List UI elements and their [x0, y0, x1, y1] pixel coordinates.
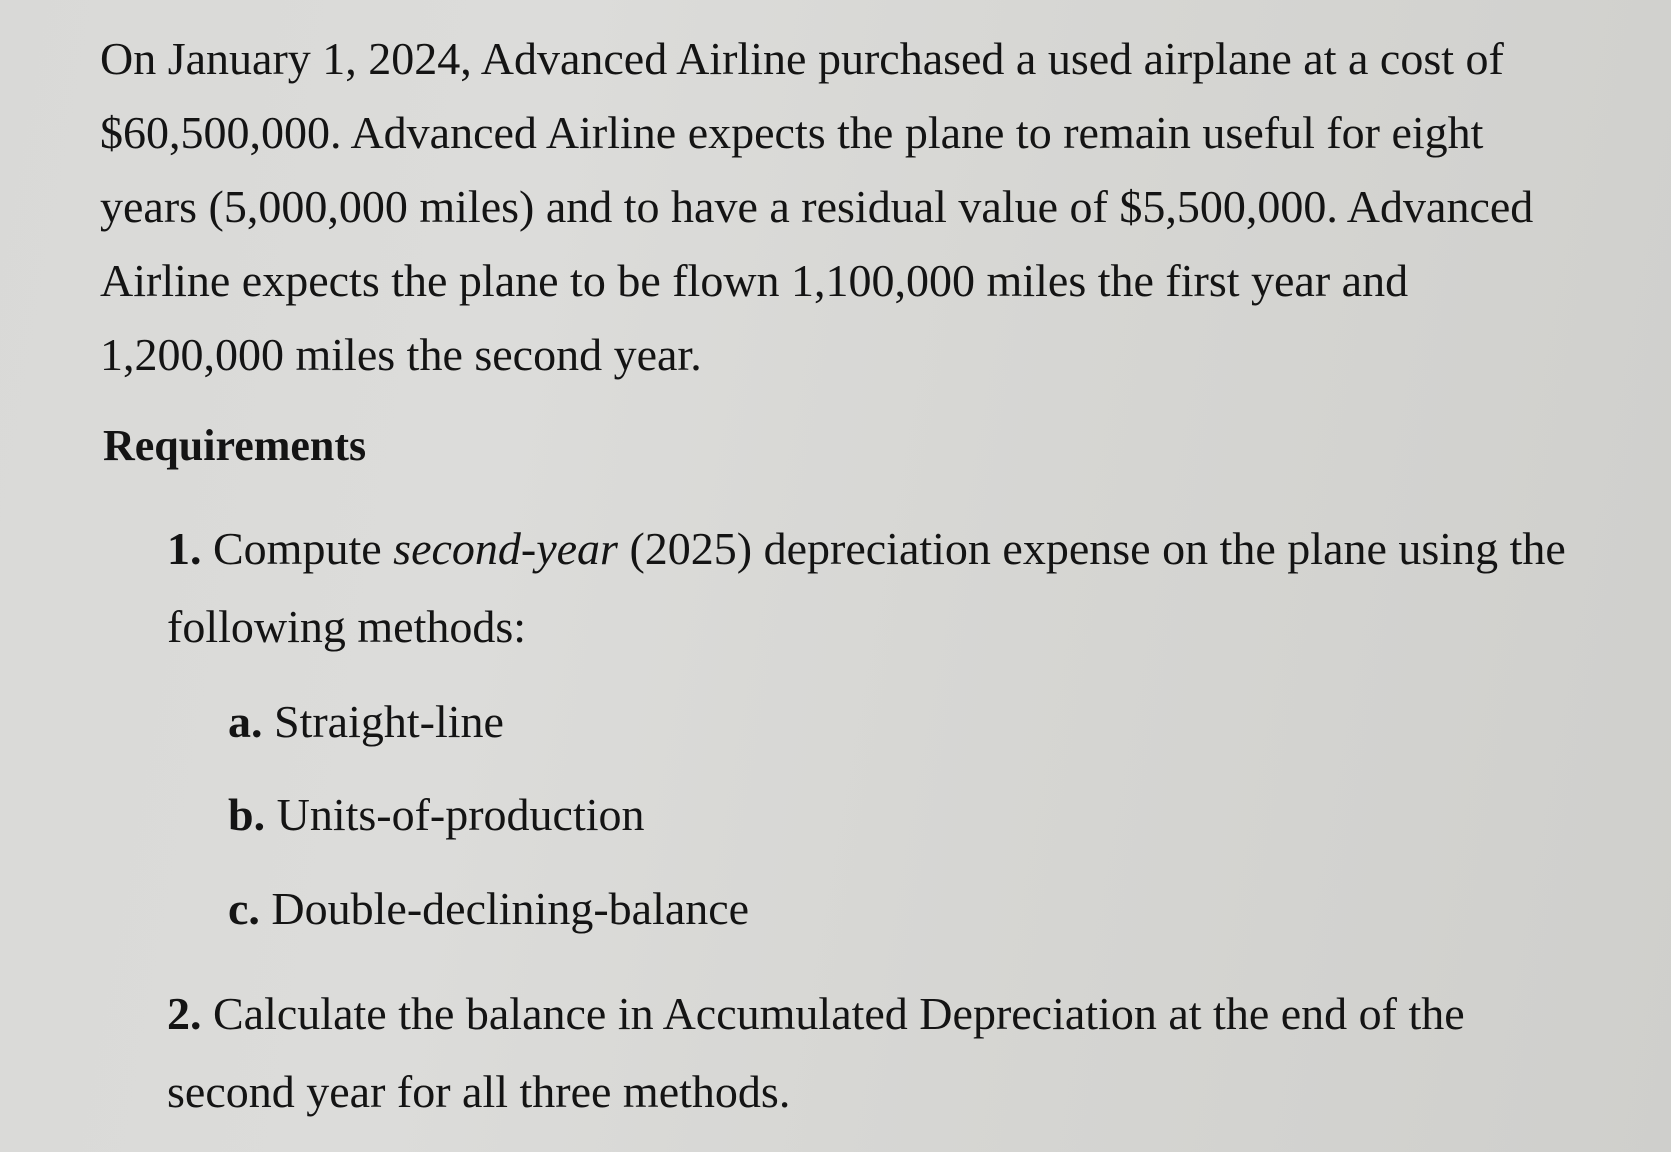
requirement-2-number: 2. [167, 988, 202, 1039]
requirement-1-text-before: Compute [213, 523, 382, 574]
requirement-1-text-after: (2025) depreciation expense on the plane using the following methods: [167, 523, 1566, 652]
problem-intro: On January 1, 2024, Advanced Airline purchased a used airplane at a cost of $60,500,000. Advanced Airline expects the plane to remain useful for eight years (5,000,000 miles) and to have a residual value of $5,500,000. Advanced Airline expects the plane to be flown 1,100,000 miles the first year and 1,200,000 miles the second year. [100, 33, 1534, 380]
requirement-2-text: Calculate the balance in Accumulated Depreciation at the end of the second year for all three methods. [167, 988, 1465, 1117]
method-item-b [228, 788, 645, 841]
method-label: Straight-line [274, 696, 504, 747]
method-label: Double-declining-balance [271, 883, 750, 934]
requirement-2 [167, 975, 1587, 1131]
method-letter: c. [228, 883, 260, 934]
method-letter: b. [228, 789, 266, 840]
method-label: Units-of-production [276, 789, 645, 840]
requirement-1-emphasis: second-year [393, 523, 618, 574]
method-letter: a. [228, 696, 263, 747]
requirement-1 [167, 510, 1587, 666]
requirement-1-number: 1. [167, 523, 202, 574]
requirements-heading: Requirements [103, 421, 367, 470]
method-item-a [228, 695, 504, 748]
method-item-c [228, 882, 749, 935]
